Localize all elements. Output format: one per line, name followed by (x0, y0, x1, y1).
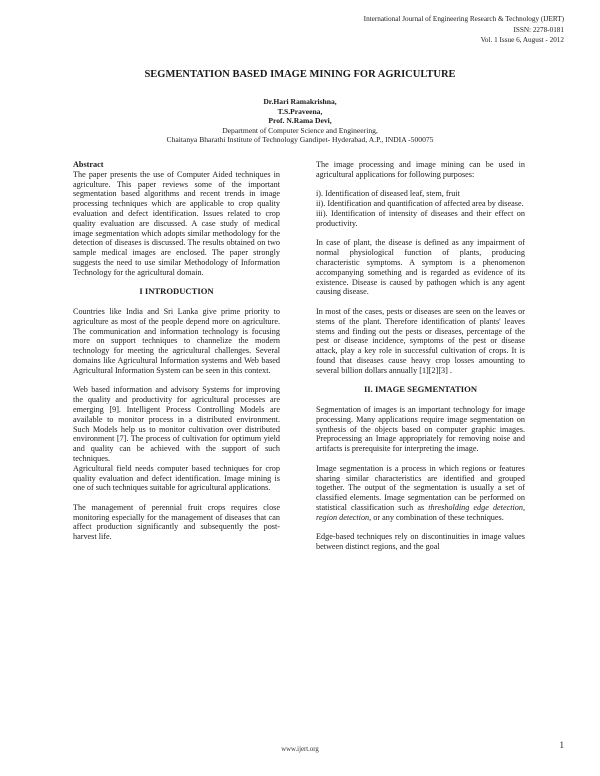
footer-url: www.ijert.org (281, 746, 319, 753)
issn: ISSN: 2278-0181 (513, 25, 564, 34)
intro-paragraph-1: Countries like India and Sri Lanka give prime priority to agriculture as most of the people depend more on agriculture. The communication and information technology is focusing more on support techniques to channelize the modern technology for meeting the agricultural challenges. Several domains like Agricultural Information systems and Web based Agricultural Information System can be seen in this context. (73, 306, 280, 375)
segmentation-paragraph-2 (316, 464, 525, 523)
author-1: Dr.Hari Ramakrishna, (263, 97, 337, 106)
author-3: Prof. N.Rama Devi, (268, 116, 332, 126)
abstract-heading: Abstract (73, 160, 104, 169)
abstract (73, 160, 280, 278)
seg-p2-end: , or any combination of these techniques. (369, 512, 504, 522)
author-block (0, 97, 600, 145)
purposes-intro: The image processing and image mining can be used in agricultural applications for following purposes: (316, 160, 525, 179)
seg-p2-start: Image segmentation is a process in which regions or features sharing similar characteristics are identified and grouped together. The output of the segmentation is usually a set of classified elements. Image segmentation can be performed on statistical classification such as (316, 463, 525, 512)
journal-name: International Journal of Engineering Research & Technology (IJERT) (363, 15, 564, 23)
segmentation-heading: II. IMAGE SEGMENTATION (363, 384, 478, 395)
purpose-item-1: i). Identification of diseased leaf, stem, fruit (316, 189, 460, 199)
seg-p2-italic: thresholding edge detection, region detection (316, 502, 525, 522)
left-column (73, 160, 280, 552)
disease-definition: In case of plant, the disease is defined as any impairment of normal physiological function of plants, producing characteristic symptoms. A symptom is a phenomenon accompanying something and is regarded as evidence of its existence. Disease is caused by pathogen which is any agent causing disease. (316, 238, 525, 297)
purposes-list (316, 189, 525, 228)
institution: Chaitanya Bharathi Institute of Technology Gandipet- Hyderabad, A.P., INDIA -500075 (166, 135, 434, 145)
purpose-item-3: iii). Identification of intensity of diseases and their effect on productivity. (316, 208, 525, 228)
segmentation-paragraph-1: Segmentation of images is an important technology for image processing. Many applications require image segmentation on synthesis of the objects based on computer graphic images. Preprocessing an Image appropriately for removing noise and artifacts is prerequisite for interpreting the image. (316, 404, 525, 454)
journal-header (364, 14, 564, 46)
intro-heading: I INTRODUCTION (139, 286, 214, 297)
department: Department of Computer Science and Engineering, (222, 125, 378, 135)
purpose-item-2: ii). Identification and quantification of affected area by disease. (316, 199, 524, 209)
right-column (316, 160, 525, 562)
volume-issue: Vol. 1 Issue 6, August - 2012 (480, 36, 564, 44)
intro-paragraph-3: Agricultural field needs computer based techniques for crop quality evaluation and defect identification. Image mining is one of such techniques suitable for agricultural applications. (73, 463, 280, 493)
author-2: T.S.Praveena, (277, 106, 323, 116)
intro-paragraph-2: Web based information and advisory Systems for improving the quality and productivity for agricultural processes are emerging [9]. Intelligent Process Controlling Models are available to monitor process in a distributed environment. Such Models help us to monitor cultivation over distributed environment [7]. The process of cultivation for optimum yield and quality can be achieved with the support of such techniques. (73, 385, 280, 463)
paper-title: SEGMENTATION BASED IMAGE MINING FOR AGRICULTURE (144, 69, 456, 80)
page-number: 1 (559, 740, 564, 750)
pests-paragraph: In most of the cases, pests or diseases are seen on the leaves or stems of the plant. Therefore identification of plants' leaves stems and finding out the pests or diseases, percentage of the pest or disease incidence, symptoms of the pest or disease attack, play a key role in successful cultivation of crops. It is found that diseases cause heavy crop losses amounting to several billion dollars annually [1][2][3] . (316, 306, 525, 375)
abstract-text: The paper presents the use of Computer Aided techniques in agriculture. This paper reviews some of the important segmentation based algorithms and recent trends in image processing techniques which are applicable to crop quality evaluation and defect identification. Issues related to crop quality evaluation are discussed. A case study of medical image segmentation which adopts similar methodology for the detection of diseases is discussed. The results obtained on two sample medical images are enclosed. The paper strongly suggests the need to use similar Methodology of Information Technology for the agricultural domain. (73, 169, 280, 277)
segmentation-paragraph-3: Edge-based techniques rely on discontinuities in image values between distinct regions, and the goal (316, 532, 525, 552)
intro-paragraph-4: The management of perennial fruit crops requires close monitoring especially for the management of diseases that can affect production significantly and subsequently the post-harvest life. (73, 502, 280, 542)
